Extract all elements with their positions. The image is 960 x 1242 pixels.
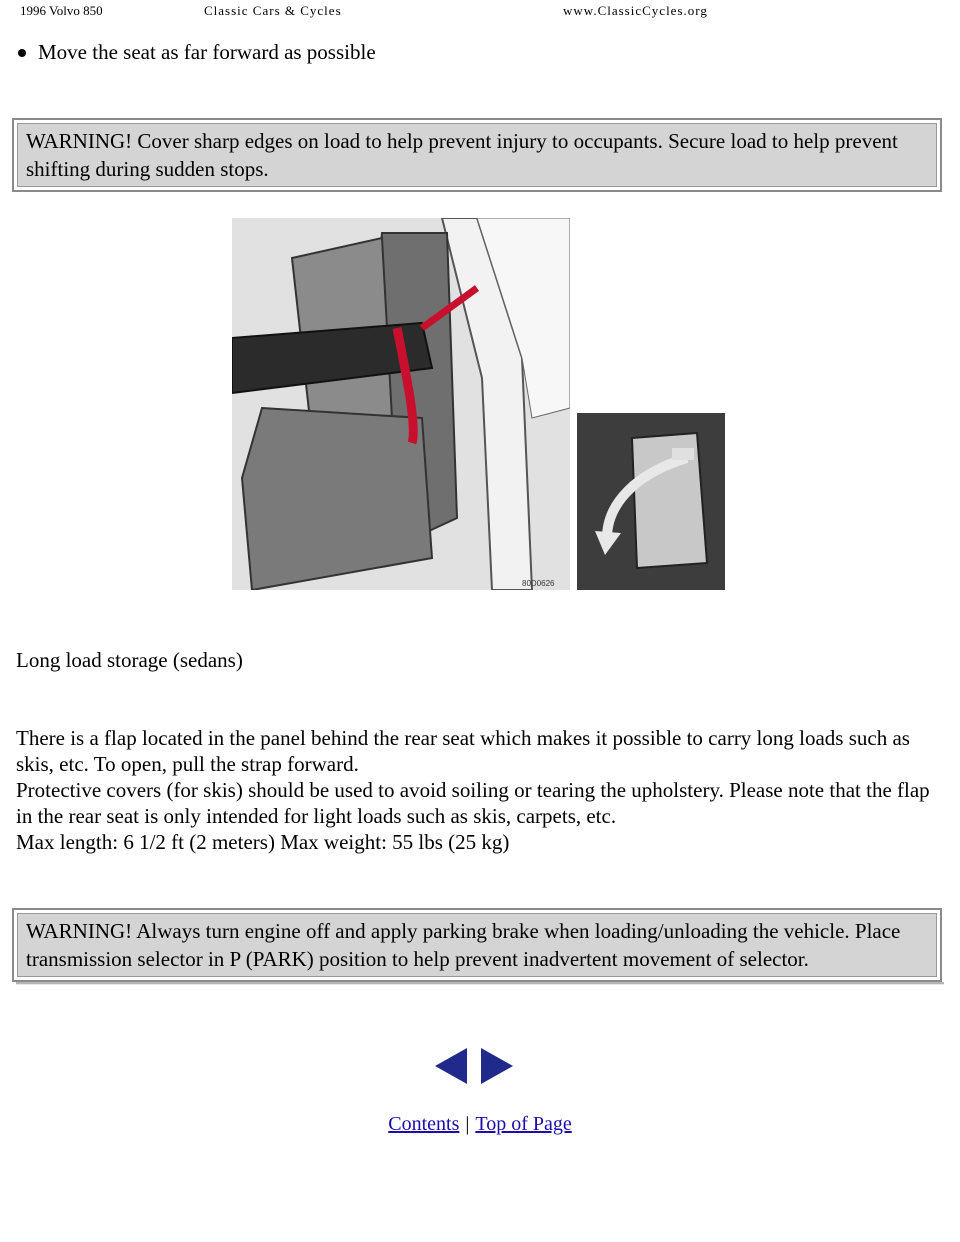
bullet-text: Move the seat as far forward as possible [38,40,376,64]
divider [16,982,944,985]
header-site-name: Classic Cars & Cycles [204,3,342,18]
top-of-page-link[interactable]: Top of Page [475,1113,572,1135]
warning-text-load: WARNING! Cover sharp edges on load to help prevent injury to occupants. Secure load to help prevent shifting during sudden stops. [17,123,937,187]
figure-code: 80D0626 [522,579,555,588]
header-site-url: www.ClassicCycles.org [563,3,708,18]
body-text [16,725,946,855]
warning-box-engine [12,908,942,982]
contents-link[interactable]: Contents [388,1113,460,1135]
previous-page-arrow-icon[interactable] [435,1048,467,1084]
paragraph-covers: Protective covers (for skis) should be used to avoid soiling or tearing the upholstery. Please note that the flap in the rear seat is only intended for light loads such as skis, carpets, etc. [16,778,930,828]
warning-text-engine: WARNING! Always turn engine off and apply parking brake when loading/unloading the vehicle. Place transmission selector in P (PARK) position to help prevent inadvertent movement of selector. [17,913,937,977]
rear-seat-long-load-illustration [232,218,570,590]
page-navigation [435,1048,513,1084]
figure-caption: Long load storage (sedans) [16,648,243,672]
paragraph-limits: Max length: 6 1/2 ft (2 meters) Max weight: 55 lbs (25 kg) [16,830,510,854]
footer-links [0,1113,960,1136]
link-separator: | [465,1113,470,1135]
flap-opening-inset-illustration [577,413,725,590]
bullet-item [18,40,376,65]
paragraph-flap: There is a flap located in the panel behind the rear seat which makes it possible to carry long loads such as skis, etc. To open, pull the strap forward. [16,726,910,776]
bullet-dot-icon [18,49,26,57]
header-doc-title: 1996 Volvo 850 [20,3,103,18]
warning-box-load [12,118,942,192]
next-page-arrow-icon[interactable] [481,1048,513,1084]
